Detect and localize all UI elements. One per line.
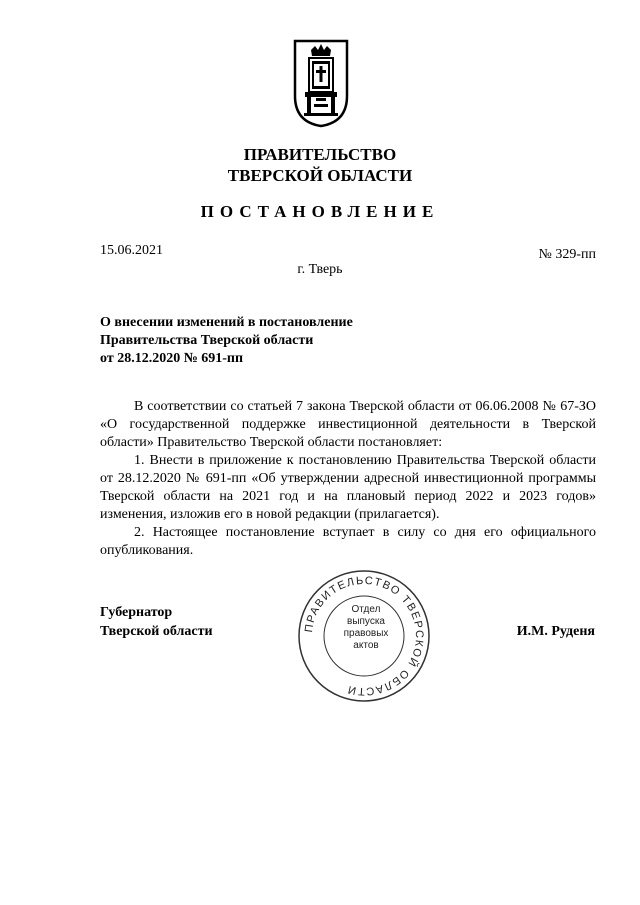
tver-coat-of-arms-icon (292, 38, 350, 128)
body-paragraph-preamble: В соответствии со статьей 7 закона Тверской области от 06.06.2008 № 67-ЗО «О государственной поддержке инвестиционной деятельности в Тверской области» Правительство Тверской области постановляет: (100, 399, 596, 450)
body-paragraph-item-2: 2. Настоящее постановление вступает в силу со дня его официального опубликования. (100, 525, 596, 558)
document-city: г. Тверь (297, 262, 343, 277)
signer-title (100, 603, 213, 641)
subject-line-2: Правительства Тверской области (100, 333, 314, 348)
signer-title-line-1: Губернатор (100, 605, 173, 620)
subject-line-3: от 28.12.2020 № 691-пп (100, 351, 244, 366)
signer-name: И.М. Руденя (516, 624, 595, 639)
region-title: ТВЕРСКОЙ ОБЛАСТИ (227, 166, 413, 185)
document-subject (100, 314, 420, 368)
document-body (100, 398, 596, 560)
stamp-inner-line-1: Отдел (351, 604, 381, 615)
subject-line-1: О внесении изменений в постановление (100, 315, 353, 330)
stamp-inner-line-2: выпуска (347, 616, 385, 627)
stamp-inner-line-3: правовых (343, 628, 389, 639)
government-title: ПРАВИТЕЛЬСТВО (243, 145, 397, 164)
body-paragraph-item-1: 1. Внести в приложение к постановлению Правительства Тверской области от 28.12.2020 № 691-пп «Об утверждении адресной инвестиционной программы Тверской области на 2021 год и на плановый период 2022 и 2023 годов» изменения, изложив его в новой редакции (прилагается). (100, 453, 596, 522)
document-date: 15.06.2021 (100, 243, 163, 258)
document-type-title: ПОСТАНОВЛЕНИЕ (200, 202, 440, 221)
signer-title-line-2: Тверской области (100, 624, 213, 639)
stamp-ring-text: ПРАВИТЕЛЬСТВО ТВЕРСКОЙ ОБЛАСТИ (302, 574, 426, 698)
document-number: № 329-пп (538, 247, 596, 262)
stamp-inner-line-4: актов (353, 640, 379, 651)
stamp-inner-text (335, 604, 397, 652)
